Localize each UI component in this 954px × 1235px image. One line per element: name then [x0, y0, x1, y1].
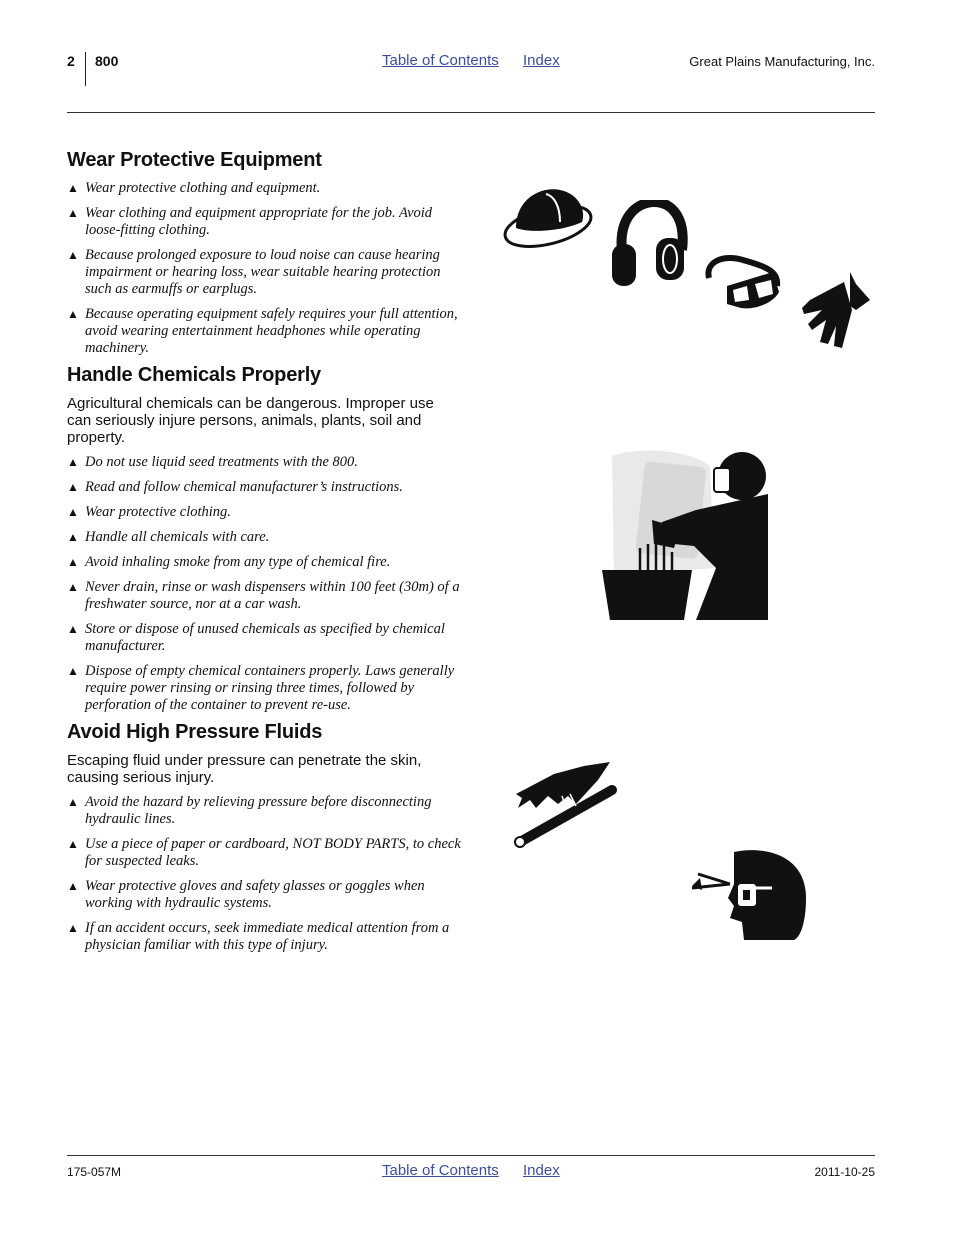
warning-triangle-icon: ▲ — [67, 206, 79, 220]
list-item: ▲ Because operating equipment safely requires your full attention, avoid wearing entertainment headphones while operating machinery. — [67, 306, 458, 356]
safety-goggles-icon — [703, 252, 783, 314]
section-intro: Agricultural chemicals can be dangerous. Improper use can seriously injure persons, animals, plants, soil and property. — [67, 395, 434, 446]
list-item: ▲ Wear protective clothing. — [67, 504, 231, 520]
list-item: ▲ Avoid the hazard by relieving pressure before disconnecting hydraulic lines. — [67, 794, 432, 827]
bullet-list — [67, 454, 462, 714]
warning-triangle-icon: ▲ — [67, 307, 79, 321]
list-item: ▲ Wear protective clothing and equipment. — [67, 180, 321, 196]
warning-triangle-icon: ▲ — [67, 837, 79, 851]
warning-triangle-icon: ▲ — [67, 455, 79, 469]
warning-triangle-icon: ▲ — [67, 505, 79, 519]
section-title: Avoid High Pressure Fluids — [67, 721, 323, 743]
list-item: ▲ Handle all chemicals with care. — [67, 529, 270, 545]
face-shield-glasses-icon — [690, 848, 810, 944]
list-item: ▲ Dispose of empty chemical containers properly. Laws generally require power rinsing or rinsing three times, followed by perforation of the container to prevent re-use. — [67, 663, 455, 713]
warning-triangle-icon: ▲ — [67, 248, 79, 262]
company-name: Great Plains Manufacturing, Inc. — [689, 54, 875, 69]
header-divider — [85, 52, 86, 86]
list-item: ▲ Wear protective gloves and safety glasses or goggles when working with hydraulic systems. — [67, 878, 425, 911]
bullet-list — [67, 794, 462, 954]
list-item: ▲ Wear clothing and equipment appropriate for the job. Avoid loose-fitting clothing. — [67, 205, 433, 238]
warning-triangle-icon: ▲ — [67, 879, 79, 893]
footer-index-link[interactable]: Index — [523, 1162, 560, 1179]
list-item: ▲ If an accident occurs, seek immediate medical attention from a physician familiar with this type of injury. — [67, 920, 450, 953]
list-item: ▲ Use a piece of paper or cardboard, NOT BODY PARTS, to check for suspected leaks. — [67, 836, 461, 869]
header-toc-link[interactable]: Table of Contents — [382, 52, 499, 69]
header-rule — [67, 112, 875, 113]
list-item: ▲ Read and follow chemical manufacturer’s instructions. — [67, 479, 403, 495]
warning-triangle-icon: ▲ — [67, 580, 79, 594]
list-item: ▲ Store or dispose of unused chemicals as specified by chemical manufacturer. — [67, 621, 445, 654]
warning-triangle-icon: ▲ — [67, 795, 79, 809]
warning-triangle-icon: ▲ — [67, 921, 79, 935]
warning-triangle-icon: ▲ — [67, 480, 79, 494]
list-item: ▲ Because prolonged exposure to loud noise can cause hearing impairment or hearing loss, wear suitable hearing protection such as earmuffs or earplugs. — [67, 247, 441, 297]
footer-rule — [67, 1155, 875, 1156]
page-number: 2 — [67, 53, 75, 69]
list-item: ▲ Do not use liquid seed treatments with the 800. — [67, 454, 358, 470]
section-high-pressure-fluids — [67, 721, 462, 962]
document-code: 175-057M — [67, 1165, 122, 1179]
section-intro: Escaping fluid under pressure can penetrate the skin, causing serious injury. — [67, 752, 422, 786]
warning-triangle-icon: ▲ — [67, 530, 79, 544]
section-title: Handle Chemicals Properly — [67, 364, 321, 386]
header-index-link[interactable]: Index — [523, 52, 560, 69]
gloves-icon — [800, 270, 874, 350]
high-pressure-hand-illustration — [514, 760, 622, 850]
warning-triangle-icon: ▲ — [67, 622, 79, 636]
earmuffs-icon — [610, 200, 690, 290]
footer-toc-link[interactable]: Table of Contents — [382, 1162, 499, 1179]
hard-hat-icon — [502, 184, 596, 248]
warning-triangle-icon: ▲ — [67, 664, 79, 678]
document-date: 2011-10-25 — [814, 1165, 875, 1179]
list-item: ▲ Avoid inhaling smoke from any type of chemical fire. — [67, 554, 391, 570]
model-name: 800 — [95, 53, 119, 69]
list-item: ▲ Never drain, rinse or wash dispensers within 100 feet (30m) of a freshwater source, nor at a car wash. — [67, 579, 460, 612]
section-title: Wear Protective Equipment — [67, 149, 322, 171]
warning-triangle-icon: ▲ — [67, 555, 79, 569]
chemical-handling-illustration — [600, 448, 772, 624]
section-handle-chemicals — [67, 364, 462, 722]
section-protective-equipment — [67, 149, 462, 365]
bullet-list — [67, 180, 462, 357]
warning-triangle-icon: ▲ — [67, 181, 79, 195]
